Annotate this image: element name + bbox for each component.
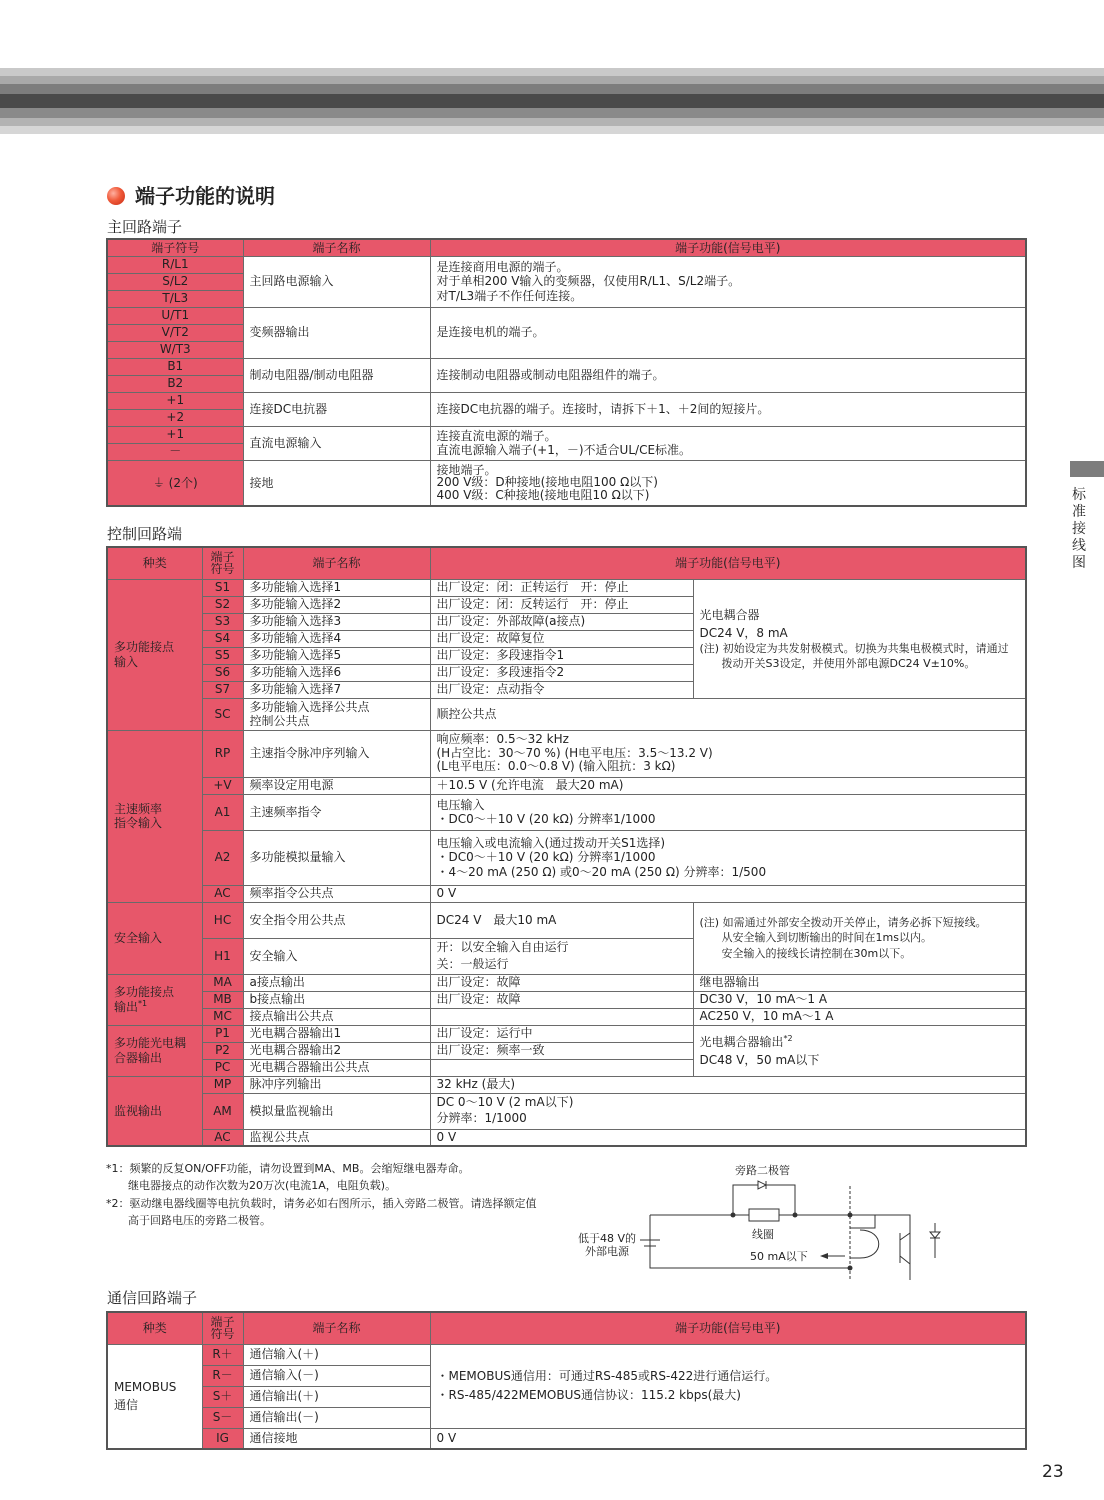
do-note: 继电器输出 [693,974,1026,991]
coil-label: 线圈 [752,1228,774,1241]
terminal-symbol: P1 [202,1025,243,1042]
terminal-name: 多功能输入选择1 [243,579,430,596]
terminal-name: 多功能输入选择4 [243,630,430,647]
terminal-symbol: S4 [202,630,243,647]
terminal-func: 出厂设定：频率一致 [430,1042,693,1059]
terminal-symbol: HC [202,902,243,938]
terminal-symbol: S/L2 [107,273,243,290]
terminal-symbol: AC [202,885,243,902]
diode-label: 旁路二极管 [735,1164,790,1177]
terminal-symbol: +V [202,777,243,794]
terminal-func: 顺控公共点 [430,698,1026,730]
section-title: 端子功能的说明 [107,180,275,209]
terminal-symbol: ⏚ (2个) [107,460,243,506]
terminal-func: 连接制动电阻器或制动电阻器组件的端子。 [430,358,1026,392]
terminal-name: 多功能输入选择公共点 控制公共点 [243,698,430,730]
terminal-name: a接点输出 [243,974,430,991]
terminal-name: 脉冲序列输出 [243,1076,430,1093]
terminal-name: 直流电源输入 [243,426,430,460]
col-header: 端子 符号 [202,547,243,579]
terminal-name: 多功能输入选择2 [243,596,430,613]
category-label: 多功能接点 输出$^{*1}$ [107,974,202,1025]
terminal-name: 监视公共点 [243,1129,430,1146]
ground-icon: ⏚ [152,475,165,490]
terminal-symbol: T/L3 [107,290,243,307]
side-tab [1070,461,1104,477]
terminal-symbol: SC [202,698,243,730]
terminal-symbol: IG [202,1428,243,1449]
terminal-name: b接点输出 [243,991,430,1008]
terminal-func: DC 0～10 V (2 mA以下) 分辨率：1/1000 [430,1093,1026,1129]
terminal-func: 出厂设定：多段速指令1 [430,647,693,664]
terminal-name: 模拟量监视输出 [243,1093,430,1129]
terminal-name: 频率设定用电源 [243,777,430,794]
main-circuit-heading: 主回路端子 [107,218,183,236]
terminal-name: 接点输出公共点 [243,1008,430,1025]
terminal-symbol: S＋ [202,1386,243,1407]
terminal-func: 电压输入 ・DC0～＋10 V (20 kΩ) 分辨率1/1000 [430,794,1026,830]
col-header: 端子名称 [243,1312,430,1344]
category-label: 监视输出 [107,1076,202,1146]
terminal-func: 出厂设定：闭：正转运行 开：停止 [430,579,693,596]
terminal-symbol: +1 [107,392,243,409]
terminal-symbol: MP [202,1076,243,1093]
terminal-symbol: S7 [202,681,243,698]
terminal-name: 多功能模拟量输入 [243,830,430,885]
terminal-func [430,1059,693,1076]
di-note: 光电耦合器 DC24 V，8 mA (注) 初始设定为共发射极模式。切换为共集电极模式时，请通过 拨动开关S3设定，并使用外部电源DC24 V±10%。 [693,579,1026,698]
main-circuit-table [106,238,1027,507]
terminal-symbol: R/L1 [107,256,243,273]
terminal-name: 通信接地 [243,1428,430,1449]
terminal-func: ＋10.5 V (允许电流 最大20 mA) [430,777,1026,794]
terminal-name: 通信输出(＋) [243,1386,430,1407]
page-number: 23 [1042,1462,1064,1482]
terminal-name: 主速指令脉冲序列输入 [243,730,430,777]
col-header: 种类 [107,1312,202,1344]
terminal-name: 连接DC电抗器 [243,392,430,426]
terminal-symbol: S5 [202,647,243,664]
terminal-symbol: S3 [202,613,243,630]
col-header: 端子功能(信号电平) [430,1312,1026,1344]
control-circuit-table [106,546,1027,1147]
terminal-symbol: S6 [202,664,243,681]
terminal-name: 光电耦合器输出公共点 [243,1059,430,1076]
terminal-func: 是连接商用电源的端子。 对于单相200 V输入的变频器，仅使用R/L1、S/L2端子。 对T/L3端子不作任何连接。 [430,256,1026,307]
terminal-name: 多功能输入选择7 [243,681,430,698]
terminal-symbol: RP [202,730,243,777]
terminal-symbol: +2 [107,409,243,426]
terminal-func: 0 V [430,885,1026,902]
terminal-name: 通信输出(－) [243,1407,430,1428]
side-label: 标准接线图 [1072,487,1086,571]
category-label: 多功能接点 输入 [107,579,202,730]
footnotes: *1：频繁的反复ON/OFF功能，请勿设置到MA、MB。会缩短继电器寿命。 继电器接点的动作次数为20万次(电流1A，电阻负载)。 *2：驱动继电器线圈等电抗负载时，请务必如右图所示，插入旁路二极管。请选择额定值 高于回路电压的旁路二极管。 [106,1162,537,1227]
category-label: 主速频率 指令输入 [107,730,202,902]
col-header: 端子功能(信号电平) [430,239,1026,256]
col-header: 端子 符号 [202,1312,243,1344]
terminal-func: 开：以安全输入自由运行 关：一般运行 [430,938,693,974]
terminal-func: 出厂设定：闭：反转运行 开：停止 [430,596,693,613]
terminal-name: 主速频率指令 [243,794,430,830]
terminal-symbol: U/T1 [107,307,243,324]
terminal-name: 频率指令公共点 [243,885,430,902]
category-label: 安全输入 [107,902,202,974]
terminal-name: 主回路电源输入 [243,256,430,307]
terminal-func: 32 kHz (最大) [430,1076,1026,1093]
terminal-func: 接地端子。 200 V级：D种接地(接地电阻100 Ω以下) 400 V级：C种接地(接地电阻10 Ω以下) [430,460,1026,506]
terminal-symbol: A2 [202,830,243,885]
terminal-symbol: R－ [202,1365,243,1386]
control-circuit-heading: 控制回路端 [107,525,183,543]
terminal-name: 光电耦合器输出1 [243,1025,430,1042]
terminal-name: 多功能输入选择5 [243,647,430,664]
terminal-func: 出厂设定：运行中 [430,1025,693,1042]
bullet-icon [107,187,125,205]
terminal-symbol: S－ [202,1407,243,1428]
terminal-symbol: PC [202,1059,243,1076]
terminal-symbol: MC [202,1008,243,1025]
supply-label: 低于48 V的 外部电源 [578,1232,637,1259]
terminal-name: 接地 [243,460,430,506]
safe-note: (注) 如需通过外部安全拨动开关停止，请务必拆下短接线。 从安全输入到切断输出的时间在1ms以内。 安全输入的接线长请控制在30m以下。 [693,902,1026,974]
terminal-name: 光电耦合器输出2 [243,1042,430,1059]
terminal-symbol: R＋ [202,1344,243,1365]
terminal-symbol: B1 [107,358,243,375]
col-header: 端子符号 [107,239,243,256]
terminal-func: 连接DC电抗器的端子。连接时，请拆下＋1、＋2间的短接片。 [430,392,1026,426]
terminal-name: 制动电阻器/制动电阻器 [243,358,430,392]
terminal-func: 响应频率：0.5～32 kHz (H占空比：30～70 %) (H电平电压：3.5～13.2 V) (L电平电压：0.0～0.8 V) (输入阻抗：3 kΩ) [430,730,1026,777]
terminal-symbol: H1 [202,938,243,974]
terminal-symbol: S2 [202,596,243,613]
terminal-func: 出厂设定：故障 [430,974,693,991]
po-note: 光电耦合器输出$^{*2}$ DC48 V，50 mA以下 [693,1025,1026,1076]
terminal-symbol: W/T3 [107,341,243,358]
terminal-func: 出厂设定：多段速指令2 [430,664,693,681]
terminal-func: 0 V [430,1129,1026,1146]
terminal-symbol: P2 [202,1042,243,1059]
terminal-symbol: AM [202,1093,243,1129]
terminal-func: 出厂设定：外部故障(a接点) [430,613,693,630]
terminal-func: 出厂设定：故障复位 [430,630,693,647]
category-label: MEMOBUS 通信 [107,1344,202,1449]
terminal-symbol: MA [202,974,243,991]
terminal-func: 电压输入或电流输入(通过拨动开关S1选择) ・DC0～＋10 V (20 kΩ) 分辨率1/1000 ・4～20 mA (250 Ω) 或0～20 mA (250 Ω) 分辨率：1/500 [430,830,1026,885]
terminal-symbol: +1 [107,426,243,443]
terminal-symbol: A1 [202,794,243,830]
terminal-func: 0 V [430,1428,1026,1449]
do-note: DC30 V，10 mA～1 A [693,991,1026,1008]
terminal-name: 安全输入 [243,938,430,974]
col-header: 端子名称 [243,239,430,256]
terminal-name: 通信输入(＋) [243,1344,430,1365]
terminal-func: 是连接电机的端子。 [430,307,1026,358]
terminal-name: 多功能输入选择3 [243,613,430,630]
terminal-symbol: MB [202,991,243,1008]
terminal-func: 连接直流电源的端子。 直流电源输入端子(+1，－)不适合UL/CE标准。 [430,426,1026,460]
terminal-symbol: AC [202,1129,243,1146]
do-note: AC250 V，10 mA～1 A [693,1008,1026,1025]
col-header: 端子名称 [243,547,430,579]
terminal-name: 变频器输出 [243,307,430,358]
terminal-func: DC24 V 最大10 mA [430,902,693,938]
col-header: 种类 [107,547,202,579]
col-header: 端子功能(信号电平) [430,547,1026,579]
terminal-name: 多功能输入选择6 [243,664,430,681]
terminal-symbol: V/T2 [107,324,243,341]
comm-func: ・MEMOBUS通信用：可通过RS-485或RS-422进行通信运行。 ・RS-485/422MEMOBUS通信协议：115.2 kbps(最大) [430,1344,1026,1428]
terminal-name: 通信输入(－) [243,1365,430,1386]
comm-circuit-table [106,1311,1027,1450]
current-label: 50 mA以下 [750,1250,808,1263]
comm-circuit-heading: 通信回路端子 [107,1289,198,1307]
terminal-symbol: B2 [107,375,243,392]
terminal-func: 出厂设定：点动指令 [430,681,693,698]
terminal-symbol: － [107,443,243,460]
terminal-symbol: S1 [202,579,243,596]
terminal-func: 出厂设定：故障 [430,991,693,1008]
category-label: 多功能光电耦 合器输出 [107,1025,202,1076]
terminal-func [430,1008,693,1025]
terminal-name: 安全指令用公共点 [243,902,430,938]
